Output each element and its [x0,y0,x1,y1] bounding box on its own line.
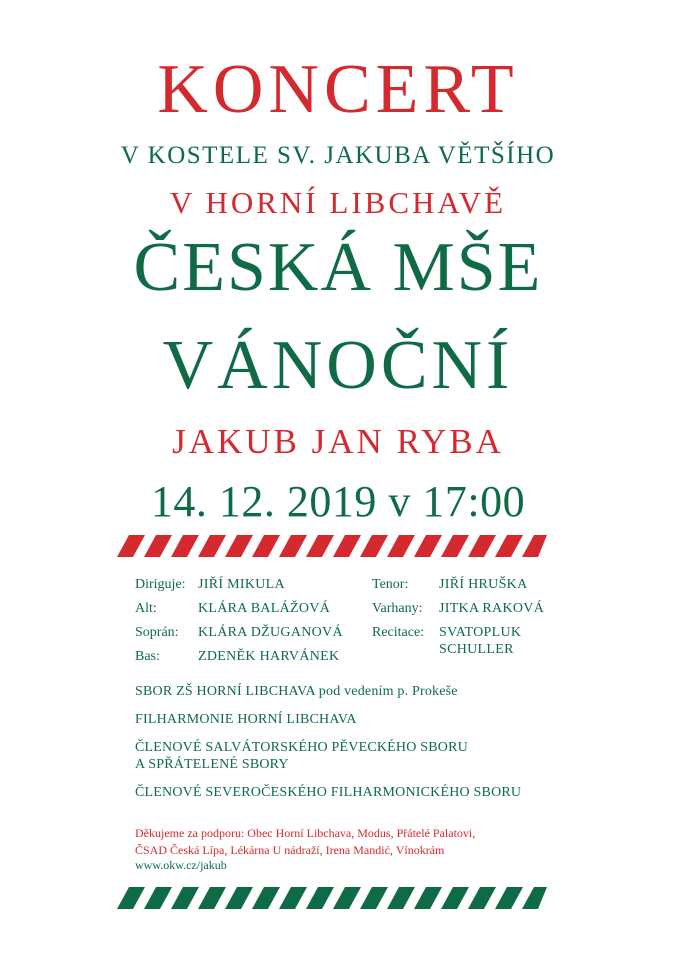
role-label: Soprán: [135,625,179,640]
performer-name: KLÁRA DŽUGANOVÁ [198,625,343,640]
role-label: Tenor: [372,577,409,592]
performers-right [372,576,572,666]
red-stripe-band [117,535,547,557]
role-label: Diriguje: [135,577,186,592]
sponsors-line: Děkujeme za podporu: Obec Horní Libchava, Modus, Přátelé Palatovi, [135,826,476,840]
performer-name: SVATOPLUK [439,625,522,640]
venue-line-2: V HORNÍ LIBCHAVĚ [169,185,507,220]
ensemble-item: A SPŘÁTELENÉ SBORY [135,757,289,772]
role-label: Bas: [135,649,160,664]
ensemble-item: ČLENOVÉ SALVÁTORSKÉHO PĚVECKÉHO SBORU [135,740,468,755]
performers-left [135,576,375,666]
work-title-line-2: VÁNOČNÍ [162,327,514,404]
performer-name: JIŘÍ HRUŠKA [439,577,528,592]
ensemble-item: FILHARMONIE HORNÍ LIBCHAVA [135,712,357,727]
ensembles-list [135,683,565,812]
performer-name: JITKA RAKOVÁ [439,601,545,616]
performer-name: KLÁRA BALÁŽOVÁ [198,601,331,616]
concert-title: KONCERT [157,51,519,128]
role-label: Recitace: [372,625,425,640]
ensemble-item: SBOR ZŠ HORNÍ LIBCHAVA pod vedením p. Prokeše [135,684,458,699]
role-label: Varhany: [372,601,423,616]
ensemble-item: ČLENOVÉ SEVEROČESKÉHO FILHARMONICKÉHO SBORU [135,785,522,800]
role-label: Alt: [135,601,157,616]
venue-line-1: V KOSTELE SV. JAKUBA VĚTŠÍHO [120,142,556,169]
performer-name: ZDENĚK HARVÁNEK [198,649,340,664]
concert-datetime: 14. 12. 2019 v 17:00 [150,477,526,526]
composer-name: JAKUB JAN RYBA [172,422,504,461]
website-link[interactable]: www.okw.cz/jakub [135,858,227,872]
sponsors-note [135,825,555,859]
green-stripe-band [117,887,547,909]
work-title-line-1: ČESKÁ MŠE [133,229,543,306]
performer-name: JIŘÍ MIKULA [198,577,285,592]
sponsors-line: ČSAD Česká Lípa, Lékárna U nádraží, Irena Mandić, Vínokrám [135,843,445,857]
performer-name: SCHULLER [439,642,514,657]
